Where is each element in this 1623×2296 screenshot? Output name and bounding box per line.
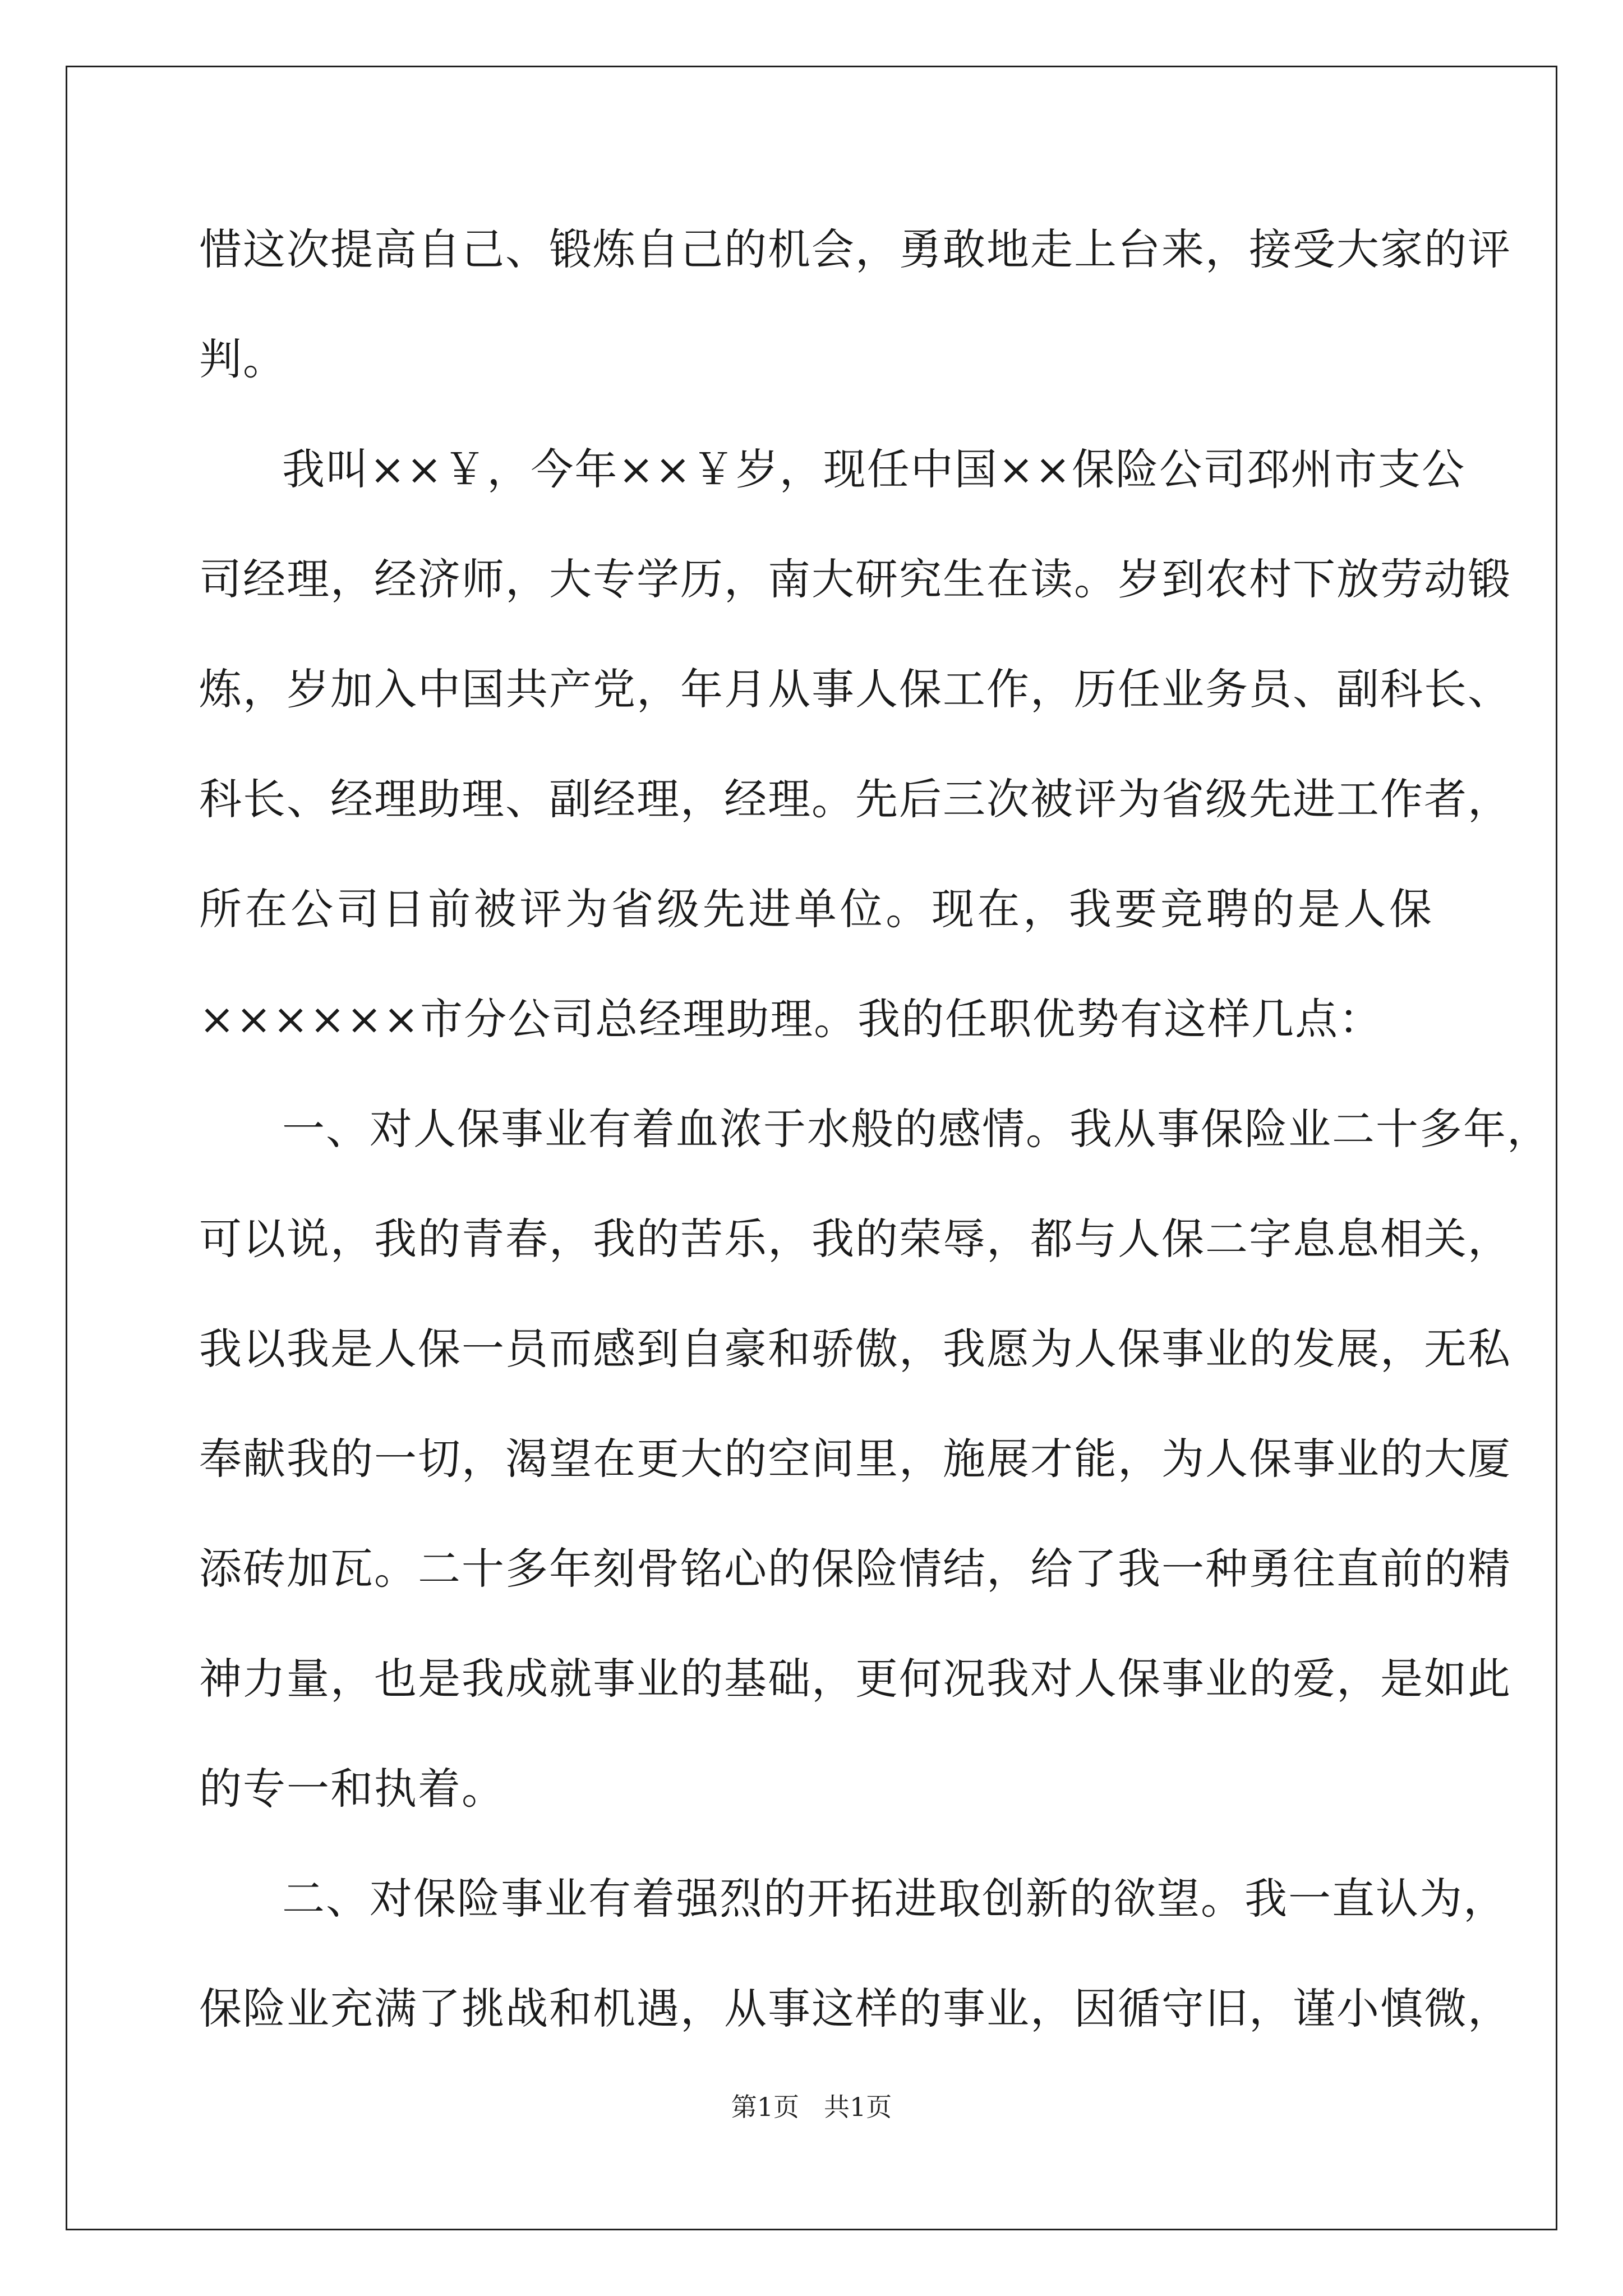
text-line: 惜这次提高自己、锻炼自己的机会，勇敢地走上台来，接受大家的评 <box>199 224 1511 274</box>
text-line: 炼，岁加入中国共产党，年月从事人保工作，历任业务员、副科长、 <box>199 664 1511 714</box>
text-line: 神力量，也是我成就事业的基础，更何况我对人保事业的爱，是如此 <box>199 1654 1511 1704</box>
page-footer <box>0 2087 1623 2124</box>
text-line: 的专一和执着。 <box>199 1764 505 1814</box>
text-line: 可以说，我的青春，我的苦乐，我的荣辱，都与人保二字息息相关， <box>199 1214 1511 1264</box>
text-line: 判。 <box>199 334 287 384</box>
text-line: 我叫××￥，今年××￥岁，现任中国××保险公司邳州市支公 <box>282 444 1466 494</box>
text-line: 科长、经理助理、副经理，经理。先后三次被评为省级先进工作者， <box>199 774 1511 824</box>
text-line: 所在公司日前被评为省级先进单位。现在，我要竞聘的是人保 <box>199 884 1433 934</box>
text-line: 司经理，经济师，大专学历，南大研究生在读。岁到农村下放劳动锻 <box>199 554 1511 604</box>
page-number-total: 共1页 <box>824 2092 892 2122</box>
text-line: 一、对人保事业有着血浓于水般的感情。我从事保险业二十多年， <box>282 1104 1551 1154</box>
document-body <box>199 202 1551 2071</box>
text-line: 保险业充满了挑战和机遇，从事这样的事业，因循守旧，谨小慎微， <box>199 1984 1511 2033</box>
text-line: 二、对保险事业有着强烈的开拓进取创新的欲望。我一直认为， <box>282 1874 1507 1924</box>
text-line: 奉献我的一切，渴望在更大的空间里，施展才能，为人保事业的大厦 <box>199 1434 1511 1484</box>
page-number-current: 第1页 <box>731 2092 799 2122</box>
text-line: 我以我是人保一员而感到自豪和骄傲，我愿为人保事业的发展，无私 <box>199 1324 1511 1374</box>
text-line: ××××××市分公司总经理助理。我的任职优势有这样几点： <box>199 994 1383 1044</box>
text-line: 添砖加瓦。二十多年刻骨铭心的保险情结，给了我一种勇往直前的精 <box>199 1544 1511 1594</box>
